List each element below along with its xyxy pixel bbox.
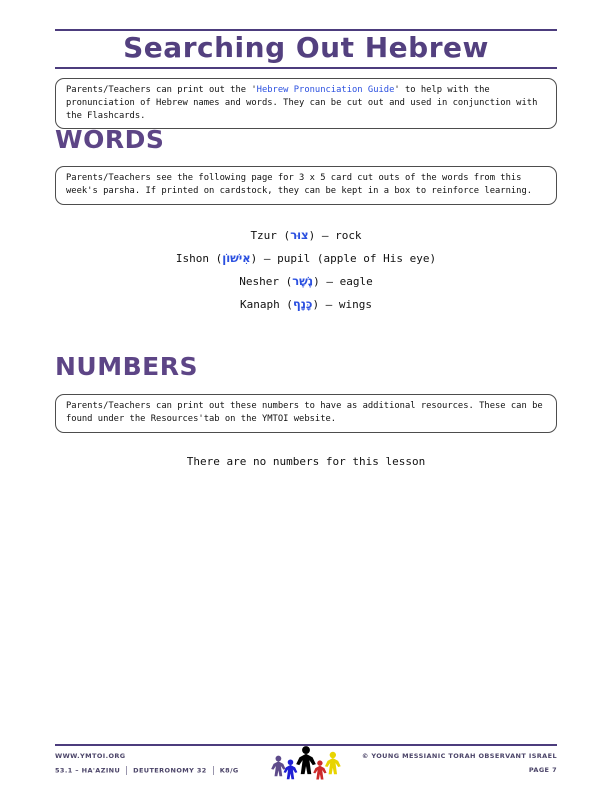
footer-separator [213,766,214,775]
word-hebrew: כָּנָף [292,297,313,311]
footer-copyright: © YOUNG MESSIANIC TORAH OBSERVANT ISRAEL [361,752,557,760]
footer-right [362,752,557,780]
word-item [55,275,557,288]
footer-website: WWW.YMTOI.ORG [55,752,126,760]
numbers-note-box [55,394,557,433]
word-item [55,229,557,242]
footer-lesson-row [55,766,239,775]
word-meaning: ) – rock [308,229,362,242]
word-hebrew: אִישׁוֹן [222,251,251,265]
ymtoi-kids-logo [269,745,343,791]
footer-lesson: 53.1 – HA'AZINU [55,766,121,775]
word-meaning: ) – pupil (apple of His eye) [250,252,437,265]
title-rule-bottom [55,67,557,69]
footer-level: K8/G [219,766,239,775]
footer-book: DEUTERONOMY 32 [133,766,207,775]
numbers-heading: NUMBERS [55,352,198,381]
page-title: Searching Out Hebrew [123,31,489,64]
logo-figure-yellow [325,752,341,774]
pronunciation-guide-link[interactable]: Hebrew Pronunciation Guide [256,85,395,95]
words-note-box [55,166,557,205]
word-meaning: ) – wings [312,298,373,311]
word-item [55,252,557,265]
word-translit: Nesher ( [239,275,293,288]
word-list [55,229,557,321]
logo-figure-black [296,746,316,774]
numbers-note-text: Parents/Teachers can print out these numbers to have as additional resources. These can be found under the Resources'tab on the YMTOI website. [66,401,543,424]
intro-text-after: ' to help with the pronunciation of Hebrew names and words. They can be cut out and used in conjunction with the Flashcards. [66,85,538,121]
intro-text-before: Parents/Teachers can print out the ' [66,85,257,95]
intro-note-box [55,78,557,129]
word-hebrew: צוּר [290,228,309,242]
words-heading: WORDS [55,125,165,154]
footer-separator [126,766,127,775]
logo-figure-blue [284,759,298,779]
word-translit: Ishon ( [175,252,223,265]
logo-figure-purple [271,756,285,777]
footer-page-number: PAGE 7 [528,766,557,774]
word-meaning: ) – eagle [313,275,373,288]
word-translit: Kanaph ( [239,298,293,311]
word-translit: Tzur ( [250,229,291,242]
footer-left [55,752,239,781]
words-note-text: Parents/Teachers see the following page for 3 x 5 card cut outs of the words from this week's parsha. If printed on cardstock, they can be kept in a box to reinforce learning. [66,173,533,196]
word-hebrew: נֶשֶׁר [292,274,314,288]
numbers-empty-message: There are no numbers for this lesson [186,455,426,468]
word-item [55,298,557,311]
